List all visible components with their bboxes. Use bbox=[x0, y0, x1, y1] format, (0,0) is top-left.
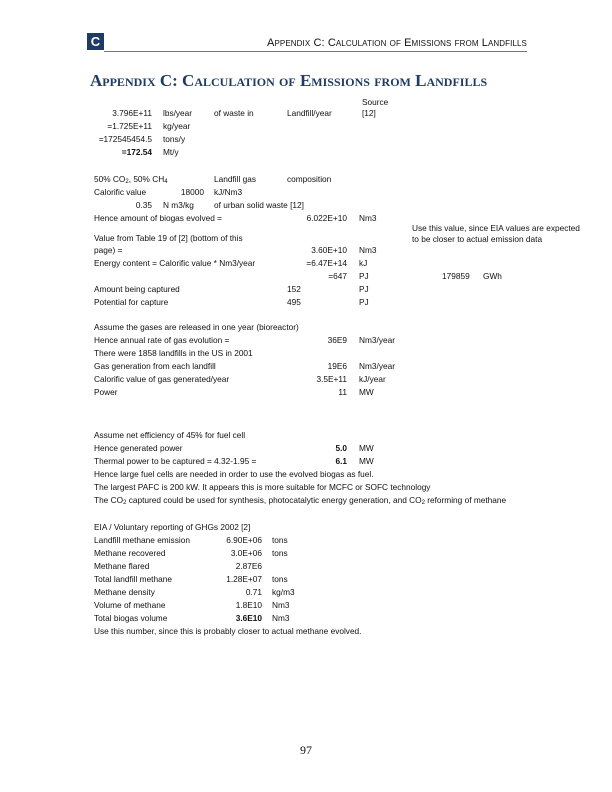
waste-mt-unit: Mt/y bbox=[163, 147, 179, 157]
yield-unit: N m3/kg bbox=[163, 200, 194, 210]
table-value-label-1: Value from Table 19 of [2] (bottom of this bbox=[94, 233, 243, 243]
energy-content-unit: kJ bbox=[359, 258, 368, 268]
waste-lbs-value: 3.796E+11 bbox=[112, 108, 152, 118]
fuel-cell-note-2: The largest PAFC is 200 kW. It appears this is more suitable for MCFC or SOFC technology bbox=[94, 482, 431, 492]
eia-row-value: 3.6E10 bbox=[235, 613, 262, 623]
eia-row-label: Methane flared bbox=[94, 561, 150, 571]
source-ref: [12] bbox=[362, 108, 376, 118]
source-label: Source bbox=[362, 97, 389, 107]
power-label: Power bbox=[94, 387, 118, 397]
efficiency-assumption: Assume net efficiency of 45% for fuel cell bbox=[94, 430, 246, 440]
waste-kg-value: =1.725E+11 bbox=[107, 121, 152, 131]
landfills-count: There were 1858 landfills in the US in 2001 bbox=[94, 348, 253, 358]
bioreactor-assumption: Assume the gases are released in one year (bioreactor) bbox=[94, 322, 299, 332]
rate-value: 36E9 bbox=[327, 335, 347, 345]
captured-unit: PJ bbox=[359, 284, 369, 294]
eia-heading: EIA / Voluntary reporting of GHGs 2002 [2] bbox=[94, 522, 251, 532]
eia-row-label: Volume of methane bbox=[94, 600, 166, 610]
thermal-power-unit: MW bbox=[359, 456, 374, 466]
eia-row-unit: Nm3 bbox=[272, 600, 290, 610]
thermal-power-value: 6.1 bbox=[335, 456, 347, 466]
cal-gen-unit: kJ/year bbox=[359, 374, 386, 384]
eia-row-value: 6.90E+06 bbox=[226, 535, 262, 545]
waste-kg-unit: kg/year bbox=[163, 121, 191, 131]
eia-row-label: Landfill methane emission bbox=[94, 535, 190, 545]
generated-power-value: 5.0 bbox=[335, 443, 347, 453]
yield-desc: of urban solid waste [12] bbox=[214, 200, 304, 210]
eia-row-unit: Nm3 bbox=[272, 613, 290, 623]
biogas-unit: Nm3 bbox=[359, 213, 377, 223]
gas-mix: 50% $CO_2$, 50% $CH_4$ bbox=[94, 174, 168, 185]
yield-value: 0.35 bbox=[135, 200, 152, 210]
captured-value: 152 bbox=[287, 284, 301, 294]
eia-row-label: Methane recovered bbox=[94, 548, 166, 558]
table-value-label-2: page) = bbox=[94, 245, 123, 255]
waste-tons-value: =172545454.5 bbox=[98, 134, 152, 144]
energy-content-pj: =647 bbox=[328, 271, 347, 281]
potential-value: 495 bbox=[287, 297, 301, 307]
captured-label: Amount being captured bbox=[94, 284, 180, 294]
page-number: 97 bbox=[300, 743, 312, 757]
power-value: 11 bbox=[338, 387, 347, 397]
eia-row-unit: tons bbox=[272, 548, 288, 558]
gen-label: Gas generation from each landfill bbox=[94, 361, 216, 371]
thermal-power-label: Thermal power to be captured = 4.32-1.95 = bbox=[94, 456, 257, 466]
energy-content-value: =6.47E+14 bbox=[306, 258, 347, 268]
rate-label: Hence annual rate of gas evolution = bbox=[94, 335, 230, 345]
biogas-value: 6.022E+10 bbox=[306, 213, 347, 223]
eia-row-label: Total biogas volume bbox=[94, 613, 168, 623]
generated-power-label: Hence generated power bbox=[94, 443, 183, 453]
biogas-label: Hence amount of biogas evolved = bbox=[94, 213, 222, 223]
power-unit: MW bbox=[359, 387, 374, 397]
header-divider bbox=[104, 51, 527, 52]
eia-row-unit: tons bbox=[272, 574, 288, 584]
eia-row-unit: tons bbox=[272, 535, 288, 545]
gwh-value: 179859 bbox=[442, 271, 470, 281]
appendix-badge: C bbox=[87, 33, 104, 50]
eia-row-value: 1.8E10 bbox=[235, 600, 262, 610]
potential-unit: PJ bbox=[359, 297, 369, 307]
waste-mt-value: =172.54 bbox=[121, 147, 152, 157]
eia-row-value: 3.0E+06 bbox=[230, 548, 262, 558]
calorific-value: 18000 bbox=[180, 187, 204, 197]
eia-row-label: Methane density bbox=[94, 587, 155, 597]
fuel-cell-note-1: Hence large fuel cells are needed in order to use the evolved biogas as fuel. bbox=[94, 469, 374, 479]
energy-content-pj-unit: PJ bbox=[359, 271, 369, 281]
generated-power-unit: MW bbox=[359, 443, 374, 453]
waste-desc2: Landfill/year bbox=[287, 108, 332, 118]
eia-footer: Use this number, since this is probably closer to actual methane evolved. bbox=[94, 626, 362, 636]
rate-unit: Nm3/year bbox=[359, 335, 395, 345]
eia-row-value: 2.87E6 bbox=[235, 561, 262, 571]
table-value: 3.60E+10 bbox=[311, 245, 347, 255]
fuel-cell-note-3: The $CO_2$ captured could be used for synthesis, photocatalytic energy generation, and $CO_2$ reforming of methane bbox=[94, 495, 507, 506]
energy-content-label: Energy content = Calorific value * Nm3/year bbox=[94, 258, 256, 268]
gwh-unit: GWh bbox=[483, 271, 502, 281]
eia-row-unit: kg/m3 bbox=[272, 587, 295, 597]
table-value-unit: Nm3 bbox=[359, 245, 377, 255]
waste-lbs-unit: lbs/year bbox=[163, 108, 193, 118]
eia-note: Use this value, since EIA values are expected to be closer to actual emission data bbox=[412, 223, 580, 244]
waste-desc: of waste in bbox=[214, 108, 254, 118]
composition-label: Landfill gas bbox=[214, 174, 256, 184]
running-header: Appendix C: Calculation of Emissions from Landfills bbox=[267, 37, 527, 49]
calorific-label: Calorific value bbox=[94, 187, 147, 197]
composition-label2: composition bbox=[287, 174, 332, 184]
eia-row-label: Total landfill methane bbox=[94, 574, 172, 584]
potential-label: Potential for capture bbox=[94, 297, 169, 307]
gen-value: 19E6 bbox=[327, 361, 347, 371]
cal-gen-value: 3.5E+11 bbox=[316, 374, 347, 384]
eia-row-value: 1.28E+07 bbox=[226, 574, 262, 584]
waste-tons-unit: tons/y bbox=[163, 134, 186, 144]
page-title: Appendix C: Calculation of Emissions from Landfills bbox=[90, 71, 488, 90]
cal-gen-label: Calorific value of gas generated/year bbox=[94, 374, 230, 384]
calorific-unit: kJ/Nm3 bbox=[214, 187, 243, 197]
eia-row-value: 0.71 bbox=[245, 587, 262, 597]
gen-unit: Nm3/year bbox=[359, 361, 395, 371]
